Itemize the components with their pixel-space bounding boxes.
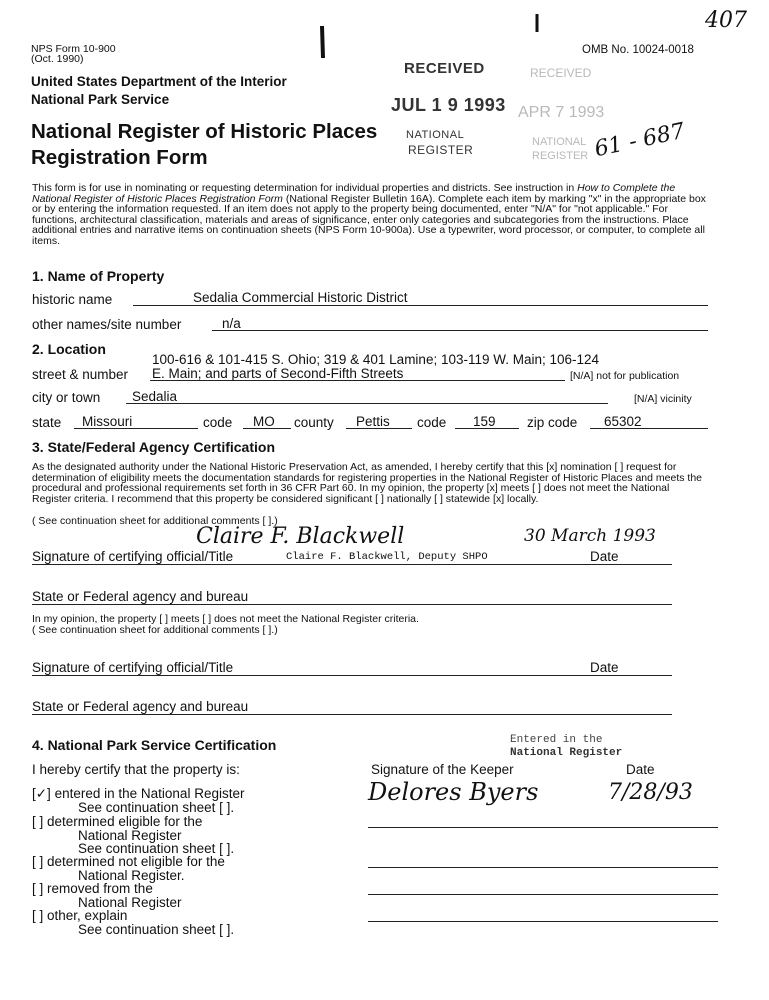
certification-paragraph: As the designated authority under the National Historic Preservation Act, as amended, I hereby certify that this [x] nomination [ ] request for determination of eligibility meets the documentation standards for registering properties in the National Register of Historic Places and meets the procedural and professional requirements set forth in 36 CFR Part 60. In my opinion, the property [x] meets [ ] does not meet the National Register criteria. I recommend that this property be considered significant [ ] nationally [ ] statewide [x] locally. bbox=[32, 461, 703, 505]
county-code-value[interactable]: 159 bbox=[473, 414, 496, 429]
agency2-line bbox=[32, 714, 672, 715]
date2-label: Date bbox=[590, 660, 619, 675]
historic-name-line bbox=[133, 305, 708, 306]
option-checkbox[interactable]: [ ] bbox=[32, 814, 44, 829]
form-subtitle: Registration Form bbox=[31, 146, 208, 169]
instructions-paragraph: This form is for use in nominating or requesting determination for individual properties and districts. See instruction in How to Complete the National Register of Historic Places Registration Form (National Register Bulletin 16A). Complete each item by marking "x" in the appropriate box or by entering the information requested. If an item does not apply to the property being documented, enter "N/A" for "not applicable." For functions, architectural classification, materials and areas of significance, enter only categories and subcategories from the instructions. Place additional entries and narrative items on continuation sheets (NPS Form 10-900a). Use a typewriter, word processor, or computer, to complete all items. bbox=[32, 182, 706, 247]
state-label: state bbox=[32, 415, 62, 430]
handwritten-page-number: 407 bbox=[705, 8, 747, 33]
received-date-stamp: JUL 1 9 1993 bbox=[391, 95, 506, 115]
department-name: United States Department of the Interior bbox=[31, 74, 287, 89]
faded-date-stamp: APR 7 1993 bbox=[518, 104, 605, 121]
state-code-label: code bbox=[203, 415, 233, 430]
section-4-heading: 4. National Park Service Certification bbox=[32, 737, 277, 753]
not-for-publication[interactable]: [N/A] not for publication bbox=[570, 370, 680, 382]
opinion-continuation: ( See continuation sheet for additional comments [ ].) bbox=[32, 624, 278, 636]
certifying-signature: Claire F. Blackwell bbox=[196, 524, 405, 549]
agency-line bbox=[32, 604, 672, 605]
service-name: National Park Service bbox=[31, 92, 170, 107]
keeper-line-4 bbox=[368, 921, 718, 922]
date-label: Date bbox=[590, 549, 619, 564]
faded-national-stamp: NATIONAL bbox=[532, 136, 587, 148]
keeper-signature: Delores Byers bbox=[368, 778, 539, 806]
omb-number: OMB No. 10024-0018 bbox=[582, 44, 694, 56]
pen-mark-icon bbox=[533, 12, 541, 34]
entered-stamp-line2: National Register bbox=[510, 747, 623, 759]
section-2-heading: 2. Location bbox=[32, 341, 106, 357]
handwritten-date: 30 March 1993 bbox=[524, 526, 656, 546]
option-checkbox[interactable]: [✓] bbox=[32, 786, 51, 801]
form-title: National Register of Historic Places bbox=[31, 120, 378, 143]
faded-received-stamp: RECEIVED bbox=[530, 66, 592, 80]
other-names-value[interactable]: n/a bbox=[222, 316, 241, 331]
county-value[interactable]: Pettis bbox=[356, 414, 390, 429]
vicinity[interactable]: [N/A] vicinity bbox=[634, 393, 692, 405]
street-address-line1[interactable]: 100-616 & 101-415 S. Ohio; 319 & 401 Lamine; 103-119 W. Main; 106-124 bbox=[152, 352, 600, 367]
option-removed[interactable]: [ ] removed from the National Register bbox=[32, 881, 182, 910]
continuation-note: ( See continuation sheet for additional comments [ ].) bbox=[32, 515, 278, 527]
signature2-line bbox=[32, 675, 672, 676]
option-checkbox[interactable]: [ ] bbox=[32, 854, 44, 869]
keeper-line-2 bbox=[368, 867, 718, 868]
historic-name-value[interactable]: Sedalia Commercial Historic District bbox=[193, 290, 408, 305]
opinion-text: In my opinion, the property [ ] meets [ ] does not meet the National Register criteria. bbox=[32, 613, 419, 625]
entered-stamp-line1: Entered in the bbox=[510, 734, 603, 746]
county-code-label: code bbox=[417, 415, 447, 430]
option-eligible[interactable]: [ ] determined eligible for the National Register See continuation sheet [ ]. bbox=[32, 814, 235, 856]
keeper-line-1 bbox=[368, 827, 718, 828]
keeper-date: 7/28/93 bbox=[608, 780, 693, 805]
option-other[interactable]: [ ] other, explain See continuation sheet [ ]. bbox=[32, 908, 235, 937]
national-stamp: NATIONAL bbox=[406, 129, 465, 141]
city-line bbox=[126, 403, 608, 404]
section-3-heading: 3. State/Federal Agency Certification bbox=[32, 439, 275, 455]
county-label: county bbox=[294, 415, 334, 430]
agency2-label: State or Federal agency and bureau bbox=[32, 699, 249, 714]
signature2-label: Signature of certifying official/Title bbox=[32, 660, 234, 675]
zip-label: zip code bbox=[527, 415, 578, 430]
signer-typed-name[interactable]: Claire F. Blackwell, Deputy SHPO bbox=[286, 551, 488, 563]
certify-text: I hereby certify that the property is: bbox=[32, 762, 240, 777]
keeper-date-label: Date bbox=[626, 762, 655, 777]
city-label: city or town bbox=[32, 390, 101, 405]
keeper-line-3 bbox=[368, 894, 718, 895]
received-stamp: RECEIVED bbox=[404, 60, 485, 77]
section-1-heading: 1. Name of Property bbox=[32, 268, 165, 284]
form-date: (Oct. 1990) bbox=[31, 53, 84, 65]
street-address-line2[interactable]: E. Main; and parts of Second-Fifth Streets bbox=[152, 366, 404, 381]
option-checkbox[interactable]: [ ] bbox=[32, 908, 44, 923]
handwritten-reference-number: 61 - 687 bbox=[592, 118, 688, 163]
option-entered[interactable]: [✓] entered in the National Register See continuation sheet [ ]. bbox=[32, 786, 245, 815]
state-value[interactable]: Missouri bbox=[82, 414, 133, 429]
city-value[interactable]: Sedalia bbox=[132, 389, 178, 404]
zip-value[interactable]: 65302 bbox=[604, 414, 642, 429]
other-names-line bbox=[212, 330, 708, 331]
pen-mark-icon bbox=[318, 24, 326, 60]
option-checkbox[interactable]: [ ] bbox=[32, 881, 44, 896]
option-not-eligible[interactable]: [ ] determined not eligible for the National Register. bbox=[32, 854, 225, 883]
register-stamp: REGISTER bbox=[408, 143, 474, 157]
agency-label: State or Federal agency and bureau bbox=[32, 589, 249, 604]
form-id: NPS Form 10-900 bbox=[31, 43, 116, 55]
signature-line bbox=[32, 564, 672, 565]
other-names-label: other names/site number bbox=[32, 317, 182, 332]
street-label: street & number bbox=[32, 367, 129, 382]
state-code-value[interactable]: MO bbox=[253, 414, 275, 429]
historic-name-label: historic name bbox=[32, 292, 113, 307]
keeper-label: Signature of the Keeper bbox=[371, 762, 514, 777]
faded-register-stamp: REGISTER bbox=[532, 150, 589, 162]
signature-label: Signature of certifying official/Title bbox=[32, 549, 234, 564]
